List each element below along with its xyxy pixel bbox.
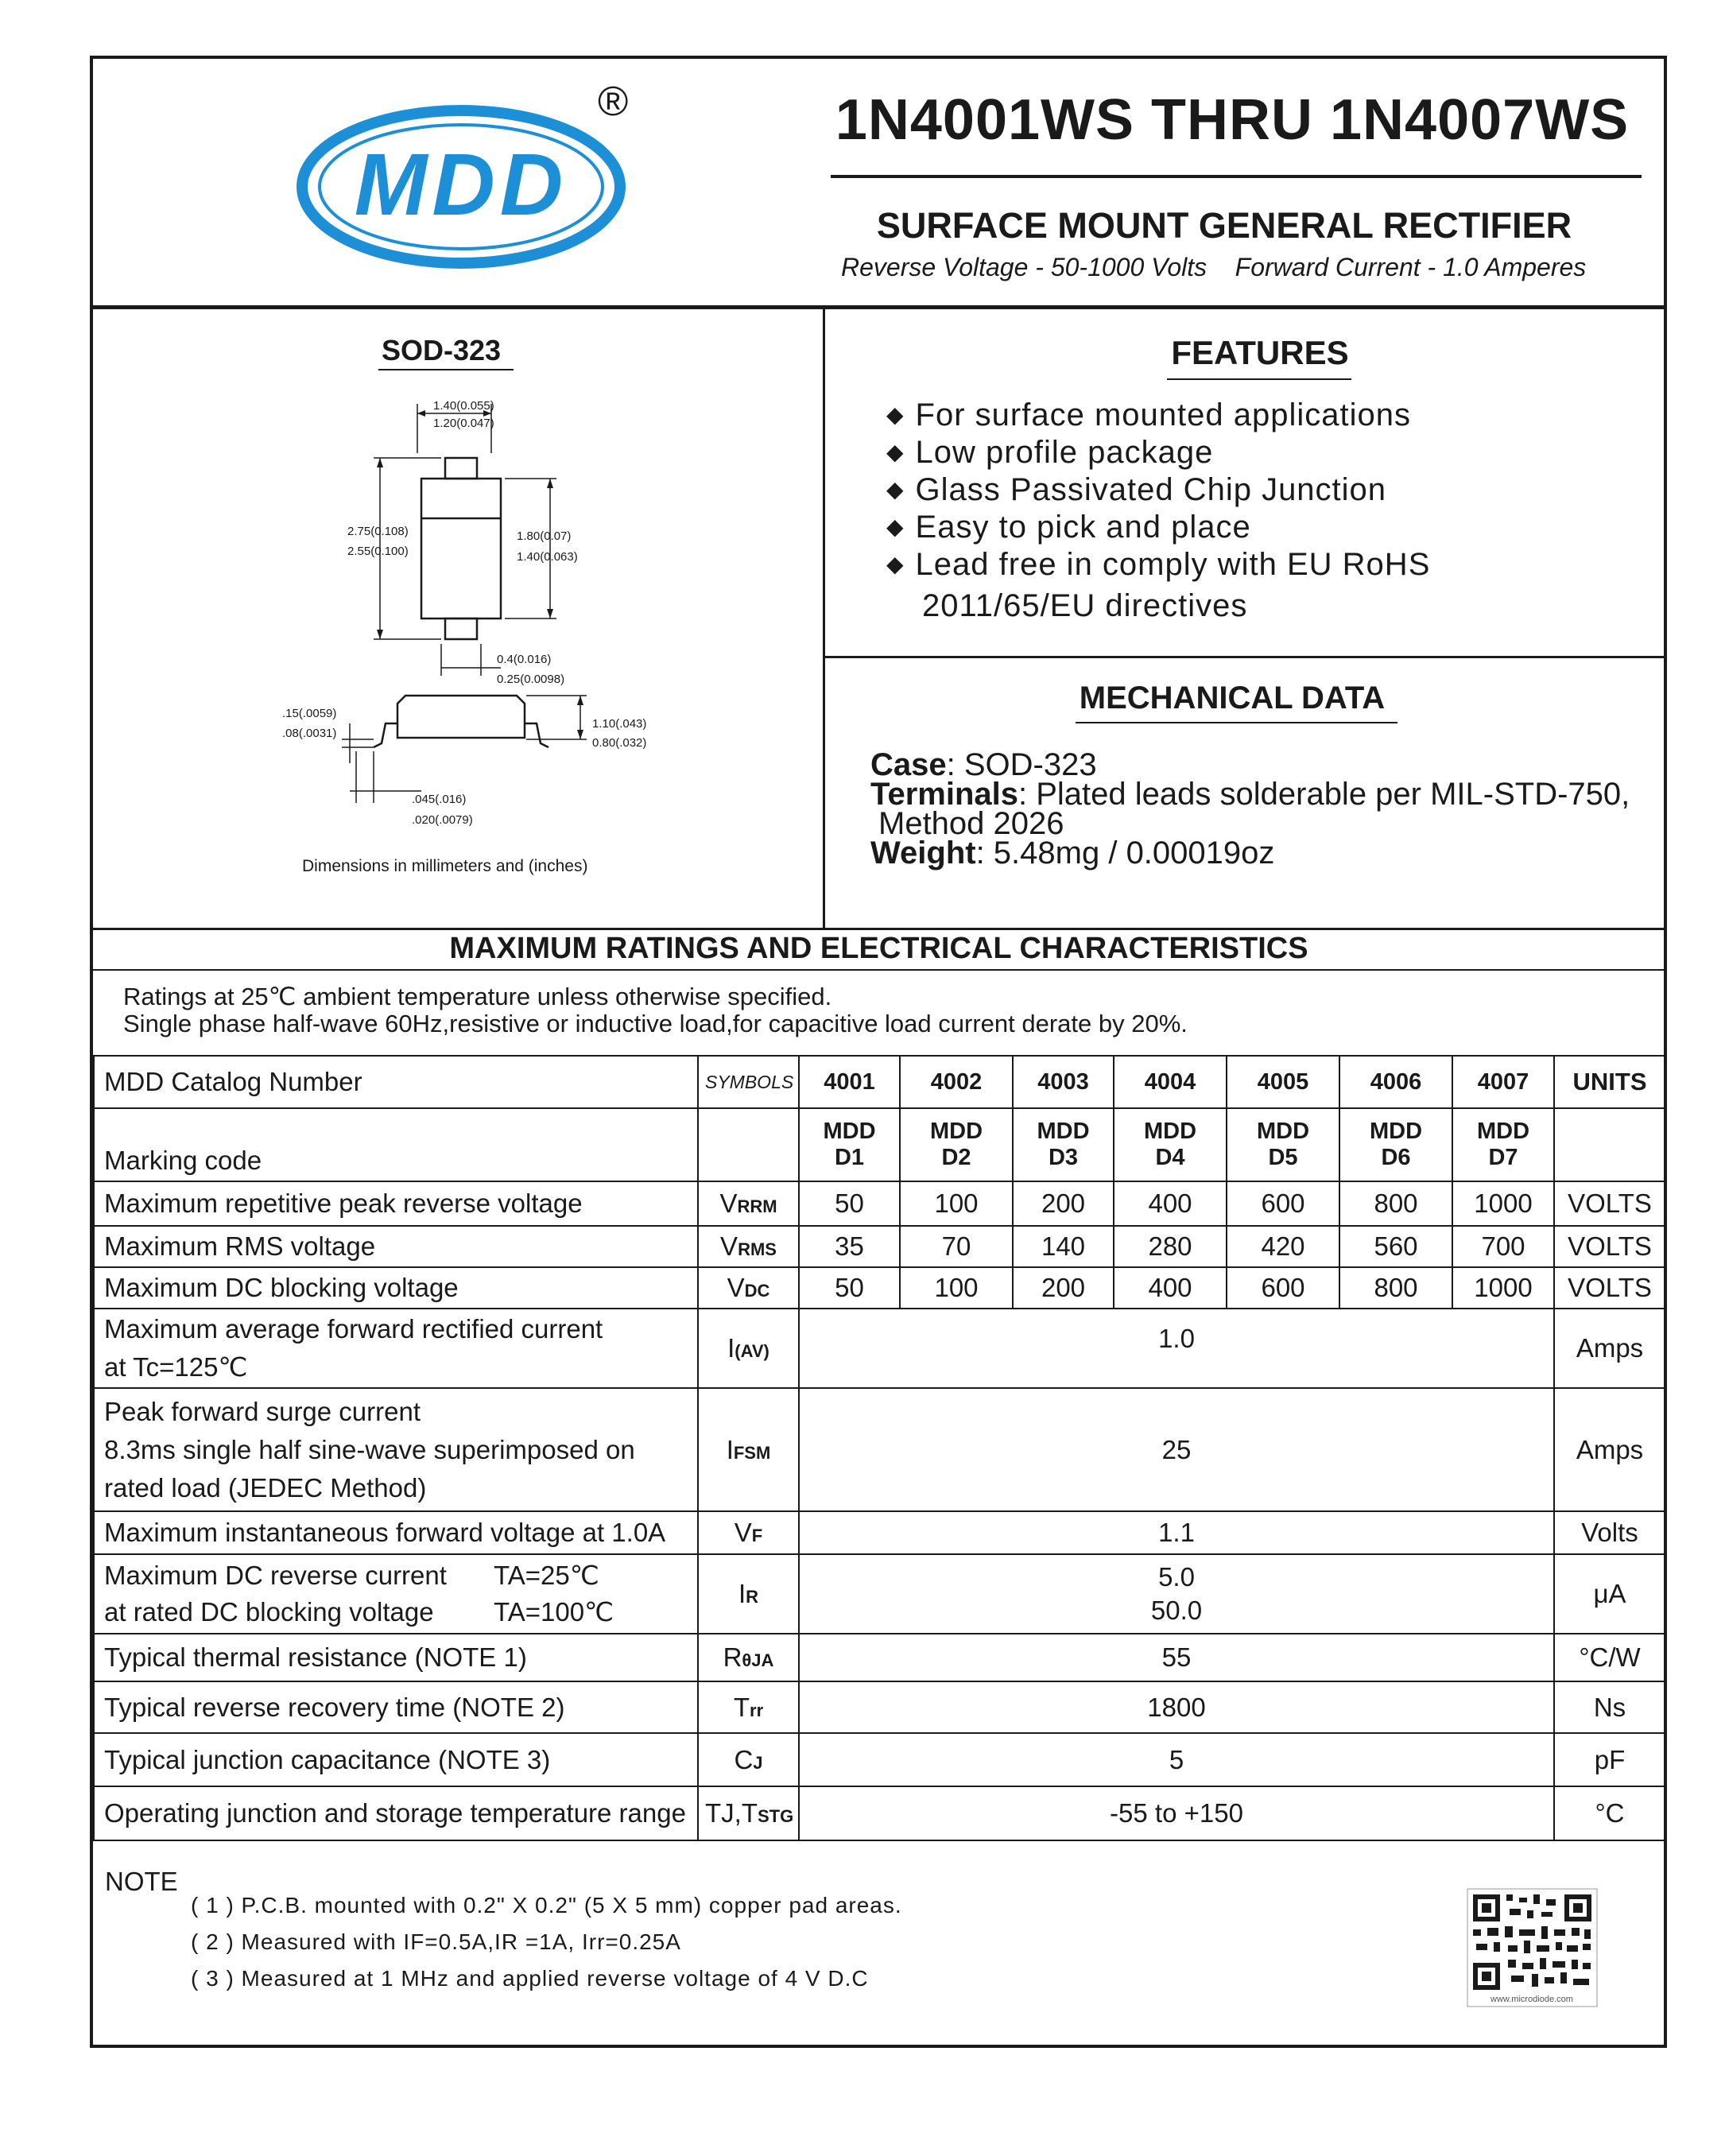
dim-b1: 1.80(0.07)	[517, 529, 572, 543]
value: 200	[1013, 1181, 1114, 1226]
features-title: FEATURES	[1171, 334, 1349, 371]
param-label: Maximum RMS voltage	[94, 1226, 698, 1267]
unit: VOLTS	[1554, 1226, 1665, 1267]
trr-row	[94, 1681, 1665, 1733]
registered-mark: ®	[598, 79, 629, 125]
value: 1000	[1452, 1267, 1554, 1309]
mech-weight: Weight: 5.48mg / 0.00019oz	[870, 836, 1275, 871]
value: 50	[799, 1267, 900, 1309]
value: 100	[900, 1267, 1013, 1309]
param-label: Maximum DC blocking voltage	[94, 1267, 698, 1309]
value: 140	[1013, 1226, 1114, 1267]
features-title-underline	[1167, 378, 1351, 380]
ratings-top-divider	[93, 928, 1665, 930]
value: 200	[1013, 1267, 1114, 1309]
value: 1800	[799, 1681, 1554, 1733]
dim-s1: 1.10(.043)	[592, 717, 647, 731]
catalog-label: MDD Catalog Number	[94, 1056, 698, 1108]
dimension-caption: Dimensions in millimeters and (inches)	[302, 857, 588, 875]
ratings-line1: Ratings at 25℃ ambient temperature unless otherwise specified.	[123, 983, 832, 1010]
dim-t2: .08(.0031)	[282, 727, 337, 740]
param-label: Peak forward surge current 8.3ms single half sine-wave superimposed on rated load (JEDEC Method)	[94, 1388, 698, 1511]
value: 70	[900, 1226, 1013, 1267]
mech-case: Case: SOD-323	[870, 747, 1097, 782]
ratings-title-divider	[93, 969, 1665, 971]
param-label: Maximum instantaneous forward voltage at 1.0A	[94, 1511, 698, 1554]
param-label: Typical reverse recovery time (NOTE 2)	[94, 1681, 698, 1733]
symbol: Trr	[698, 1681, 799, 1733]
value: -55 to +150	[799, 1786, 1554, 1840]
dim-lead1: 0.4(0.016)	[497, 653, 552, 666]
feature-item: ◆ Lead free in comply with EU RoHS	[886, 547, 1431, 582]
vf-row	[94, 1511, 1665, 1554]
marking-label: Marking code	[94, 1108, 698, 1181]
notes-title: NOTE	[105, 1867, 178, 1896]
ir-row	[94, 1554, 1665, 1634]
symbol: TJ,TSTG	[698, 1786, 799, 1840]
mechanical-title: MECHANICAL DATA	[1079, 681, 1386, 715]
empty-cell	[698, 1108, 799, 1181]
unit: VOLTS	[1554, 1181, 1665, 1226]
rating-summary	[841, 253, 1586, 282]
note-3: ( 3 ) Measured at 1 MHz and applied reverse voltage of 4 V D.C	[191, 1966, 869, 1991]
page-title: 1N4001WS THRU 1N4007WS	[835, 88, 1630, 152]
unit: °C/W	[1554, 1634, 1665, 1681]
marking-code: MDD D6	[1339, 1108, 1452, 1181]
value: 5	[799, 1733, 1554, 1786]
feature-item: ◆ Easy to pick and place	[886, 510, 1251, 545]
dim-f1: .045(.016)	[412, 793, 467, 806]
value: 400	[1114, 1181, 1227, 1226]
value: 35	[799, 1226, 900, 1267]
unit: μA	[1554, 1554, 1665, 1634]
symbol: IR	[698, 1554, 799, 1634]
unit: Volts	[1554, 1511, 1665, 1554]
unit: VOLTS	[1554, 1267, 1665, 1309]
unit: pF	[1554, 1733, 1665, 1786]
param-label: Maximum DC reverse current TA=25℃ at rated DC blocking voltage TA=100℃	[94, 1554, 698, 1634]
qr-caption: www.microdiode.com	[1490, 1995, 1573, 2004]
title-underline	[831, 175, 1642, 178]
dim-h1: 2.75(0.108)	[347, 525, 409, 538]
part-number: 4004	[1114, 1056, 1227, 1108]
rth-row	[94, 1634, 1665, 1681]
cj-row	[94, 1733, 1665, 1786]
value: 1000	[1452, 1181, 1554, 1226]
param-label: Typical junction capacitance (NOTE 3)	[94, 1733, 698, 1786]
symbol: VRMS	[698, 1226, 799, 1267]
dim-f2: .020(.0079)	[412, 813, 473, 827]
dim-w1: 1.40(0.055)	[433, 399, 494, 413]
value: 55	[799, 1634, 1554, 1681]
symbol: CJ	[698, 1733, 799, 1786]
feature-item: ◆ For surface mounted applications	[886, 397, 1411, 432]
dim-h2: 2.55(0.100)	[347, 545, 409, 558]
value: 600	[1227, 1267, 1339, 1309]
param-label: Maximum repetitive peak reverse voltage	[94, 1181, 698, 1226]
dim-lead2: 0.25(0.0098)	[497, 673, 565, 686]
feature-item-continuation: 2011/65/EU directives	[922, 588, 1248, 623]
logo-text: MDD	[354, 136, 568, 234]
unit: Ns	[1554, 1681, 1665, 1733]
empty-cell	[1554, 1108, 1665, 1181]
note-2: ( 2 ) Measured with IF=0.5A,IR =1A, Irr=0.25A	[191, 1929, 681, 1954]
symbol: VDC	[698, 1267, 799, 1309]
marking-code: MDD D3	[1013, 1108, 1114, 1181]
note-1: ( 1 ) P.C.B. mounted with 0.2" X 0.2" (5 X 5 mm) copper pad areas.	[191, 1893, 902, 1918]
subtitle: SURFACE MOUNT GENERAL RECTIFIER	[876, 205, 1572, 246]
vdc-row	[94, 1267, 1665, 1309]
unit: Amps	[1554, 1388, 1665, 1511]
part-number: 4006	[1339, 1056, 1452, 1108]
value: 25	[799, 1388, 1554, 1511]
param-label: Maximum average forward rectified current at Tc=125℃	[94, 1309, 698, 1388]
tj-row	[94, 1786, 1665, 1840]
symbol: IFSM	[698, 1388, 799, 1511]
value: 800	[1339, 1181, 1452, 1226]
features-divider	[823, 656, 1665, 658]
vrms-row	[94, 1226, 1665, 1267]
value: 700	[1452, 1226, 1554, 1267]
feature-item: ◆ Low profile package	[886, 435, 1214, 470]
part-number: 4003	[1013, 1056, 1114, 1108]
value: 280	[1114, 1226, 1227, 1267]
value: 50	[799, 1181, 900, 1226]
marking-row	[94, 1108, 1665, 1181]
dim-b2: 1.40(0.063)	[517, 550, 578, 564]
value: 600	[1227, 1181, 1339, 1226]
marking-code: MDD D5	[1227, 1108, 1339, 1181]
symbol: RθJA	[698, 1634, 799, 1681]
symbol: I(AV)	[698, 1309, 799, 1388]
units-label: UNITS	[1554, 1056, 1665, 1108]
param-label: Operating junction and storage temperature range	[94, 1786, 698, 1840]
vrrm-row	[94, 1181, 1665, 1226]
part-number: 4005	[1227, 1056, 1339, 1108]
iav-row	[94, 1309, 1665, 1388]
value: 560	[1339, 1226, 1452, 1267]
package-title: SOD-323	[381, 334, 502, 366]
spec-table	[93, 1055, 1666, 1841]
value: 1.1	[799, 1511, 1554, 1554]
value: 800	[1339, 1267, 1452, 1309]
vertical-divider	[823, 309, 825, 929]
part-number: 4001	[799, 1056, 900, 1108]
value: 1.0	[799, 1309, 1554, 1388]
value: 5.0 50.0	[799, 1554, 1554, 1634]
unit: °C	[1554, 1786, 1665, 1840]
sod323-drawing	[262, 390, 660, 835]
qr-code-icon	[1467, 1888, 1598, 2007]
feature-item: ◆ Glass Passivated Chip Junction	[886, 472, 1387, 507]
ratings-title: MAXIMUM RATINGS AND ELECTRICAL CHARACTERISTICS	[449, 932, 1308, 965]
marking-code: MDD D2	[900, 1108, 1013, 1181]
header-divider	[93, 305, 1665, 309]
value: 100	[900, 1181, 1013, 1226]
reverse-voltage: Reverse Voltage - 50-1000 Volts	[841, 253, 1208, 281]
value: 400	[1114, 1267, 1227, 1309]
dim-t1: .15(.0059)	[282, 707, 337, 720]
dim-s2: 0.80(.032)	[592, 736, 647, 750]
table-header-row	[94, 1056, 1665, 1108]
symbol: VF	[698, 1511, 799, 1554]
ratings-line2: Single phase half-wave 60Hz,resistive or inductive load,for capacitive load current derate by 20%.	[123, 1010, 1188, 1037]
ifsm-row	[94, 1388, 1665, 1511]
mechanical-title-underline	[1076, 722, 1397, 723]
marking-code: MDD D4	[1114, 1108, 1227, 1181]
mech-terminals-method: Method 2026	[878, 806, 1064, 841]
part-number: 4002	[900, 1056, 1013, 1108]
marking-code: MDD D7	[1452, 1108, 1554, 1181]
symbols-label: SYMBOLS	[698, 1056, 799, 1108]
dim-w2: 1.20(0.047)	[433, 417, 494, 430]
part-number: 4007	[1452, 1056, 1554, 1108]
value: 420	[1227, 1226, 1339, 1267]
marking-code: MDD D1	[799, 1108, 900, 1181]
symbol: VRRM	[698, 1181, 799, 1226]
param-label: Typical thermal resistance (NOTE 1)	[94, 1634, 698, 1681]
forward-current: Forward Current - 1.0 Amperes	[1235, 253, 1587, 281]
package-title-underline	[378, 369, 514, 370]
unit: Amps	[1554, 1309, 1665, 1388]
mech-terminals: Terminals: Plated leads solderable per MIL-STD-750,	[870, 777, 1630, 812]
mdd-logo	[294, 103, 628, 270]
